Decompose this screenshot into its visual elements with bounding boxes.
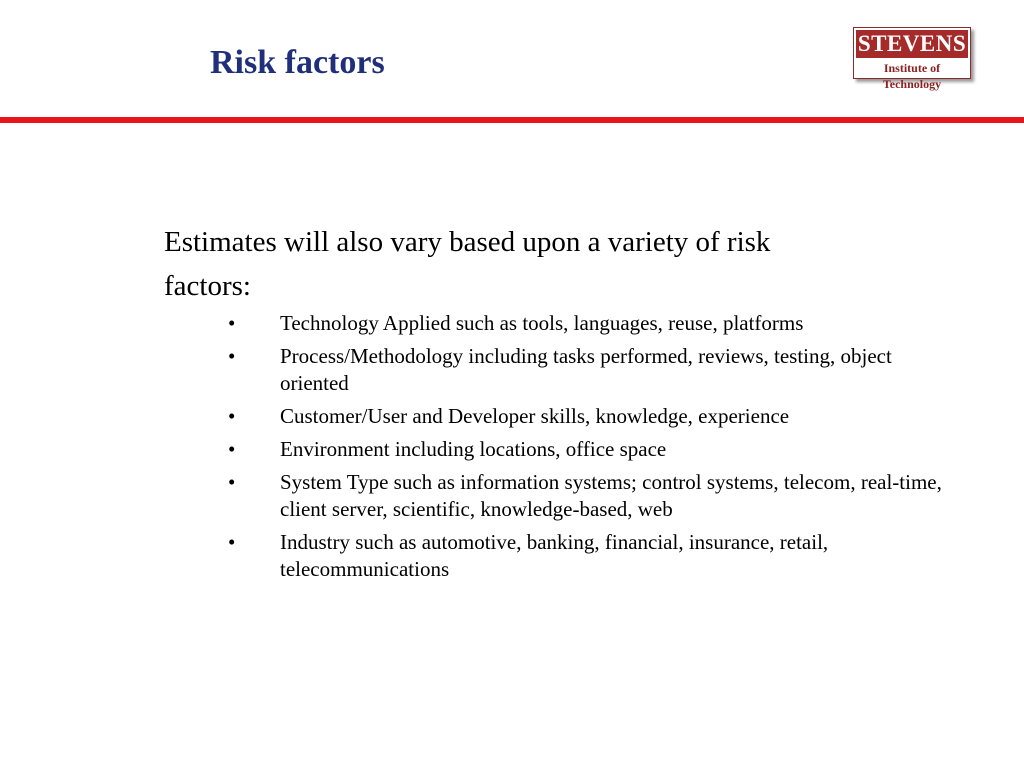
list-item-text: System Type such as information systems; control systems, telecom, real-time, client server, scientific, knowledge-based, web [280,470,942,521]
bullet-icon: • [228,344,236,368]
list-item [164,403,944,430]
logo-subtitle: Institute of Technology [882,61,942,91]
risk-factor-list [164,310,944,583]
intro-text: Estimates will also vary based upon a variety of risk factors: [164,226,771,302]
stevens-logo [853,27,971,91]
list-item-text: Technology Applied such as tools, languages, reuse, platforms [280,311,804,335]
bullet-icon: • [228,470,236,494]
bullet-icon: • [228,530,236,554]
bullet-icon: • [228,437,236,461]
bullet-icon: • [228,404,236,428]
logo-name: STEVENS [857,31,967,56]
header-divider [0,117,1024,123]
bullet-icon: • [228,311,236,335]
list-item [164,469,944,523]
list-item-text: Environment including locations, office space [280,437,667,461]
list-item-text: Customer/User and Developer skills, knowledge, experience [280,404,790,428]
list-item [164,310,944,337]
list-item [164,343,944,397]
list-item [164,436,944,463]
list-item-text: Process/Methodology including tasks performed, reviews, testing, object oriented [280,344,892,395]
list-item-text: Industry such as automotive, banking, financial, insurance, retail, telecommunications [280,530,829,581]
list-item [164,529,944,583]
slide-title: Risk factors [210,44,385,81]
slide-body [164,220,944,589]
